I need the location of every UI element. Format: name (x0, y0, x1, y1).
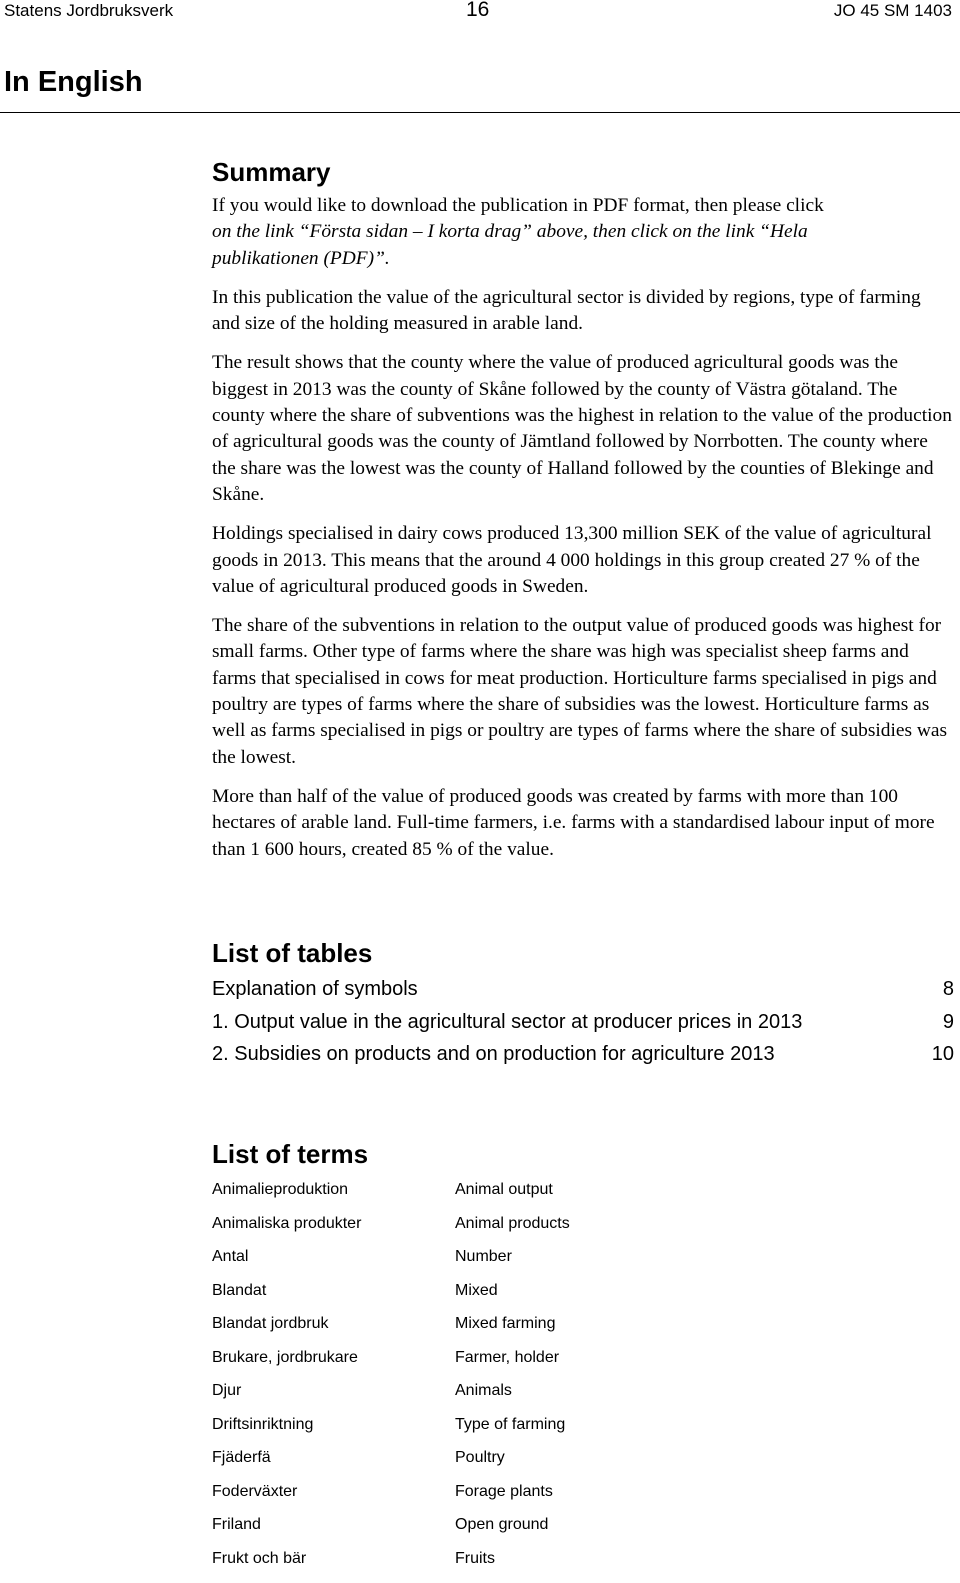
page-number: 16 (466, 0, 489, 22)
term-swedish: Antal (212, 1248, 248, 1266)
term-english: Mixed (455, 1282, 498, 1300)
summary-title: Summary (212, 156, 952, 188)
term-row (212, 1349, 952, 1383)
tables-section (212, 937, 952, 1071)
term-row (212, 1449, 952, 1483)
terms-list (212, 1181, 952, 1583)
term-english: Animal products (455, 1215, 570, 1233)
term-swedish: Animaliska produkter (212, 1215, 361, 1233)
term-row (212, 1550, 952, 1583)
term-swedish: Driftsinriktning (212, 1416, 313, 1434)
term-row (212, 1282, 952, 1316)
term-english: Animal output (455, 1181, 553, 1199)
term-row (212, 1215, 952, 1249)
summary-intro-line-1: If you would like to download the publication in PDF format, then please click (212, 195, 824, 216)
page-title: In English (4, 66, 143, 99)
toc-entry[interactable] (212, 1006, 954, 1039)
summary-intro-line-3: publikationen (PDF)”. (212, 248, 390, 269)
term-swedish: Foderväxter (212, 1483, 297, 1501)
summary-paragraph-2: The result shows that the county where the value of produced agricultural goods was the biggest in 2013 was the county of Skåne followed by the county of Västra götaland. The county where the share of subventions was the highest in relation to the value of the production of agricultural goods was the county of Jämtland followed by Norrbotten. The county where the share was the lowest was the county of Halland followed by the counties of Blekinge and Skåne. (212, 350, 952, 508)
toc-entry[interactable] (212, 973, 954, 1006)
publisher-name: Statens Jordbruksverk (4, 1, 173, 21)
term-english: Animals (455, 1382, 512, 1400)
terms-section (212, 1138, 952, 1583)
term-swedish: Djur (212, 1382, 241, 1400)
heading-divider (0, 112, 960, 113)
term-row (212, 1483, 952, 1517)
term-row (212, 1516, 952, 1550)
term-english: Farmer, holder (455, 1349, 559, 1367)
summary-paragraph-5: More than half of the value of produced goods was created by farms with more than 100 hectares of arable land. Full-time farmers, i.e. farms with a standardised labour input of more than 1 600 hours, created 85 % of the value. (212, 784, 952, 863)
term-swedish: Blandat jordbruk (212, 1315, 329, 1333)
summary-section (212, 156, 952, 863)
summary-paragraph-1: In this publication the value of the agricultural sector is divided by regions, type of farming and size of the holding measured in arable land. (212, 285, 952, 338)
toc-entry-label: Explanation of symbols (212, 978, 418, 1000)
report-id: JO 45 SM 1403 (834, 1, 952, 21)
toc-entry-label: 2. Subsidies on products and on production for agriculture 2013 (212, 1043, 775, 1065)
term-swedish: Fjäderfä (212, 1449, 271, 1467)
toc-entry[interactable] (212, 1038, 954, 1071)
term-english: Forage plants (455, 1483, 553, 1501)
term-swedish: Blandat (212, 1282, 266, 1300)
term-english: Fruits (455, 1550, 495, 1568)
term-row (212, 1181, 952, 1215)
summary-paragraph-4: The share of the subventions in relation to the output value of produced goods was highest for small farms. Other type of farms where the share was high was specialist sheep farms and farms that specialised in cows for meat production. Horticulture farms specialised in pigs and poultry are types of farms where the share of subsidies was the lowest. Horticulture farms as well as farms specialised in pigs or poultry are types of farms where the share of subsidies was the lowest. (212, 613, 952, 771)
page-header (0, 0, 960, 24)
term-english: Mixed farming (455, 1315, 555, 1333)
term-english: Type of farming (455, 1416, 565, 1434)
tables-title: List of tables (212, 937, 952, 969)
toc-entry-label: 1. Output value in the agricultural sector at producer prices in 2013 (212, 1011, 802, 1033)
term-swedish: Brukare, jordbrukare (212, 1349, 358, 1367)
summary-paragraph-3: Holdings specialised in dairy cows produced 13,300 million SEK of the value of agricultural goods in 2013. This means that the around 4 000 holdings in this group created 27 % of the value of agricultural produced goods in Sweden. (212, 521, 952, 600)
term-row (212, 1315, 952, 1349)
term-english: Poultry (455, 1449, 505, 1467)
term-row (212, 1248, 952, 1282)
terms-title: List of terms (212, 1138, 952, 1170)
summary-intro (212, 193, 952, 272)
toc-entry-page: 9 (943, 1006, 954, 1039)
term-swedish: Friland (212, 1516, 261, 1534)
term-row (212, 1382, 952, 1416)
term-swedish: Frukt och bär (212, 1550, 306, 1568)
term-swedish: Animalieproduktion (212, 1181, 348, 1199)
toc-entry-page: 8 (943, 973, 954, 1006)
term-english: Number (455, 1248, 512, 1266)
term-english: Open ground (455, 1516, 548, 1534)
summary-intro-line-2: on the link “Första sidan – I korta drag” above, then click on the link “Hela (212, 221, 808, 242)
toc-entry-page: 10 (932, 1038, 954, 1071)
term-row (212, 1416, 952, 1450)
